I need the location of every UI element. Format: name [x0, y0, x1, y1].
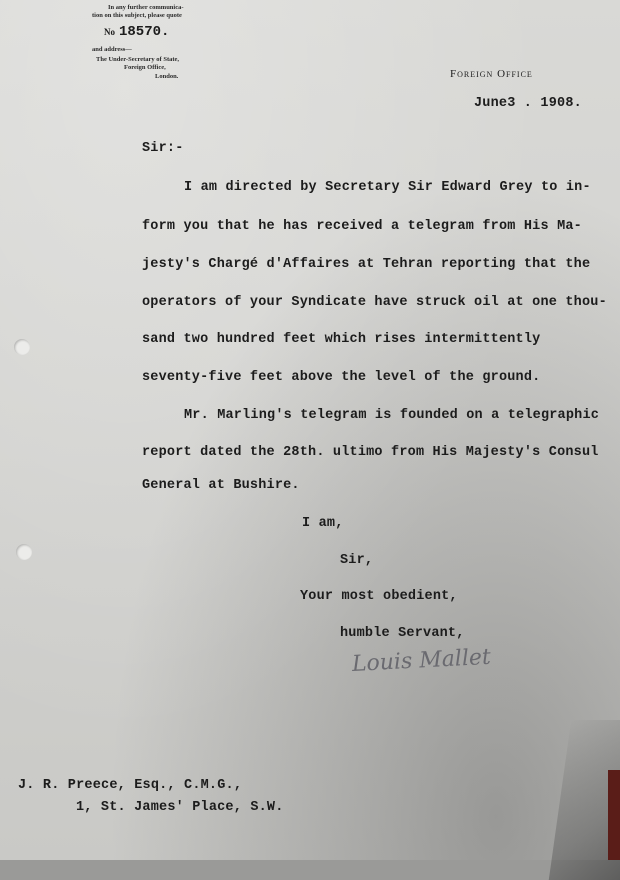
address-line-2: Foreign Office, [124, 64, 166, 71]
paragraph-1-line-4: operators of your Syndicate have struck oil at one thou- [142, 295, 607, 310]
reference-number-value: 18570. [119, 24, 170, 40]
address-intro: and address— [92, 46, 132, 53]
paragraph-1-line-3: jesty's Chargé d'Affaires at Tehran reporting that the [142, 257, 591, 272]
salutation: Sir:- [142, 141, 184, 156]
reference-prefix: No [104, 27, 115, 37]
paragraph-1-line-5: sand two hundred feet which rises intermittently [142, 332, 541, 347]
punch-hole-lower [16, 544, 32, 560]
reference-number [104, 22, 169, 40]
underlying-red-edge [608, 770, 620, 860]
recipient-address: 1, St. James' Place, S.W. [76, 800, 284, 815]
paragraph-2-line-2: report dated the 28th. ultimo from His Majesty's Consul [142, 445, 599, 460]
letter-date: June3 . 1908. [474, 96, 582, 111]
paragraph-2-line-1: Mr. Marling's telegram is founded on a telegraphic [184, 408, 600, 423]
punch-hole-upper [14, 339, 30, 355]
paragraph-1-line-1: I am directed by Secretary Sir Edward Grey to in- [184, 180, 591, 195]
office-heading: Foreign Office [450, 68, 533, 80]
quote-instruction-line-2: tion on this subject, please quote [92, 12, 182, 19]
closing-line-4: humble Servant, [340, 626, 465, 641]
closing-line-3: Your most obedient, [300, 589, 458, 604]
quote-instruction-line-1: In any further communica- [108, 4, 184, 11]
closing-line-1: I am, [302, 516, 344, 531]
paragraph-1-line-2: form you that he has received a telegram from His Ma- [142, 219, 582, 234]
closing-line-2: Sir, [340, 553, 374, 568]
recipient-name: J. R. Preece, Esq., C.M.G., [18, 778, 243, 793]
paragraph-1-line-6: seventy-five feet above the level of the ground. [142, 370, 541, 385]
paragraph-2-line-3: General at Bushire. [142, 478, 300, 493]
handwritten-signature: Louis Mallet [351, 644, 492, 677]
address-line-3: London. [155, 73, 179, 80]
address-line-1: The Under-Secretary of State, [96, 56, 180, 63]
